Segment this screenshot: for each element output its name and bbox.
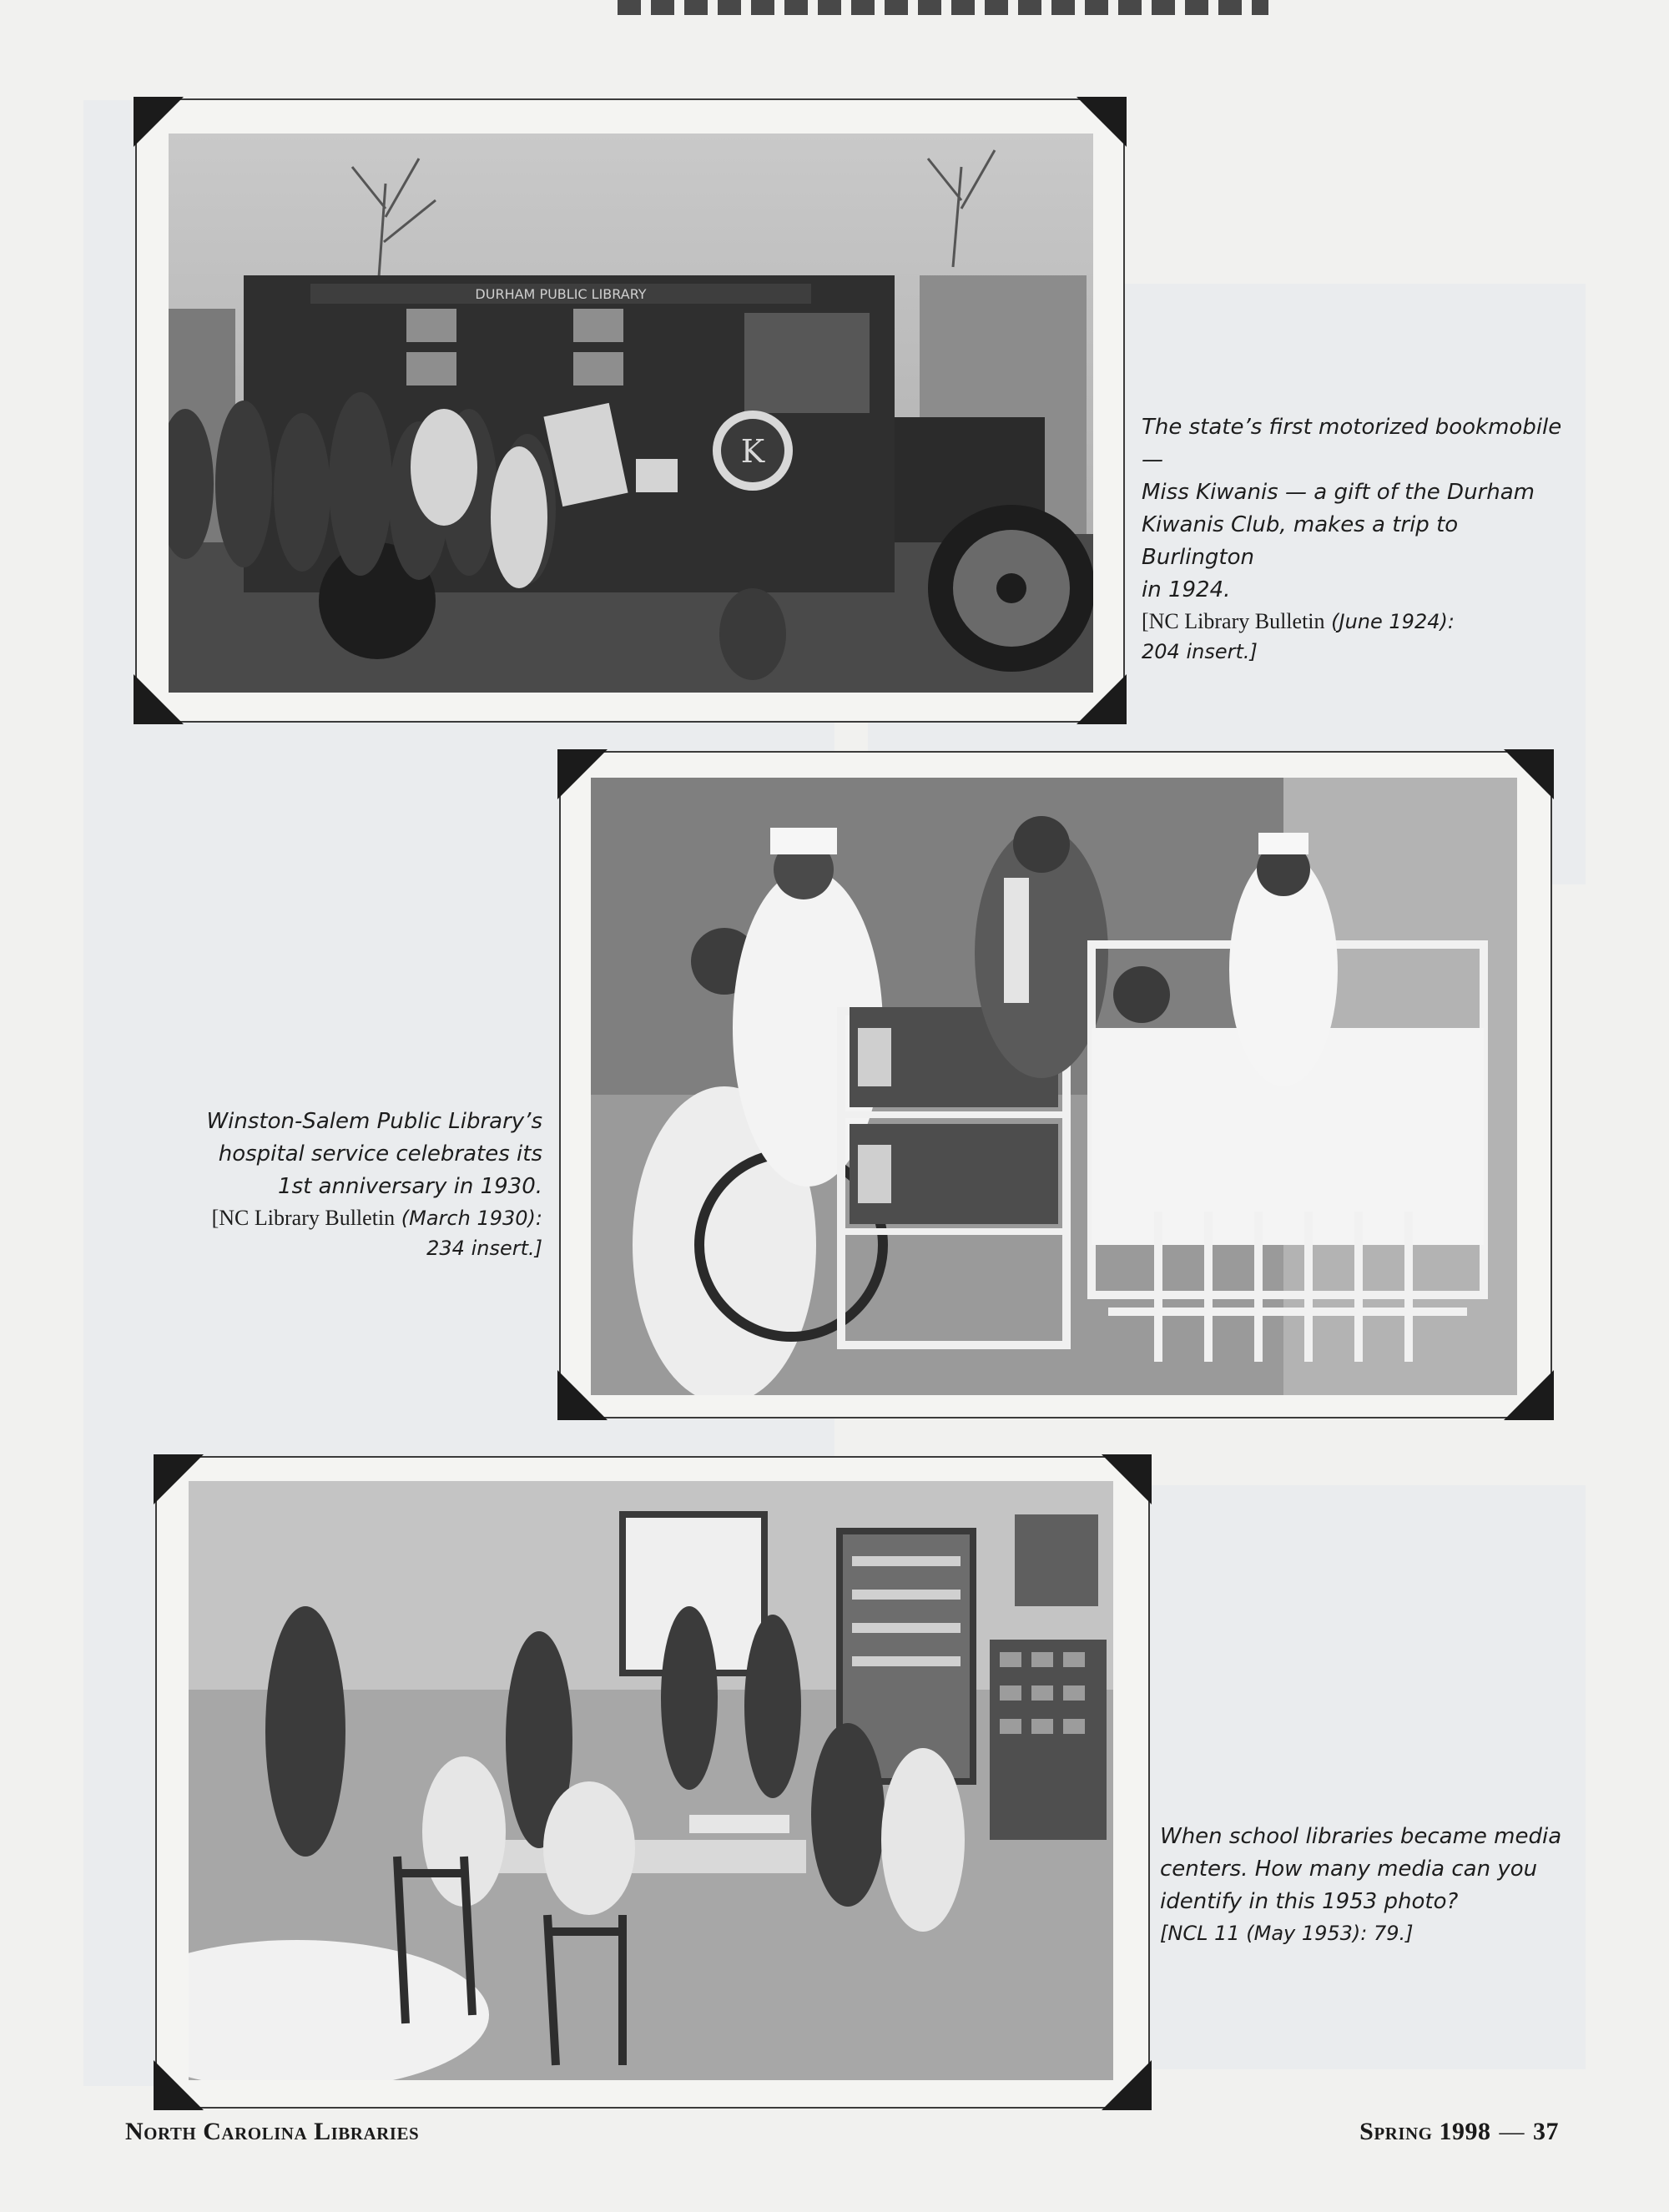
caption-line: Miss Kiwanis — a gift of the Durham bbox=[1142, 480, 1535, 505]
citation-source: [NC Library Bulletin bbox=[1142, 609, 1325, 633]
photo-frame-bookmobile bbox=[135, 98, 1125, 723]
photo-corner-top-left bbox=[154, 1454, 204, 1504]
top-bleed-text bbox=[618, 0, 1268, 15]
school-library-photo bbox=[189, 1481, 1113, 2080]
photo-corner-top-right bbox=[1102, 1454, 1152, 1504]
footer-dash: — bbox=[1499, 2118, 1525, 2145]
photo-corner-bottom-right bbox=[1077, 674, 1127, 724]
caption-line: Winston-Salem Public Library’s bbox=[206, 1109, 542, 1134]
issue-label: Spring 1998 bbox=[1359, 2118, 1491, 2145]
caption-line: When school libraries became media bbox=[1160, 1824, 1562, 1849]
issue-and-page bbox=[1359, 2118, 1559, 2146]
caption-school-library bbox=[1160, 1821, 1594, 1948]
photo-corner-top-right bbox=[1077, 97, 1127, 147]
caption-hospital bbox=[142, 1106, 542, 1263]
photo-corner-bottom-right bbox=[1102, 2060, 1152, 2110]
page-number: 37 bbox=[1533, 2118, 1559, 2145]
caption-line: Kiwanis Club, makes a trip to Burlington bbox=[1142, 512, 1459, 570]
caption-bookmobile bbox=[1142, 411, 1576, 667]
citation-end: [NCL 11 (May 1953): 79.] bbox=[1160, 1922, 1414, 1945]
caption-citation bbox=[1142, 607, 1576, 637]
citation-end: 204 insert.] bbox=[1142, 640, 1258, 663]
photo-corner-top-left bbox=[134, 97, 184, 147]
photo-frame-hospital bbox=[559, 751, 1552, 1418]
photo-corner-top-left bbox=[557, 749, 608, 799]
photo-corner-bottom-left bbox=[134, 674, 184, 724]
caption-line: identify in this 1953 photo? bbox=[1160, 1889, 1459, 1914]
citation-source: [NC Library Bulletin bbox=[211, 1206, 396, 1230]
caption-line: 1st anniversary in 1930. bbox=[278, 1174, 542, 1199]
photo-corner-top-right bbox=[1504, 749, 1554, 799]
bookmobile-vehicle-sign: DURHAM PUBLIC LIBRARY bbox=[475, 286, 647, 302]
photo-corner-bottom-left bbox=[154, 2060, 204, 2110]
citation-detail: (March 1930): bbox=[401, 1207, 542, 1230]
citation-end: 234 insert.] bbox=[426, 1237, 542, 1260]
photo-corner-bottom-left bbox=[557, 1370, 608, 1420]
svg-text:K: K bbox=[740, 433, 765, 470]
journal-name: North Carolina Libraries bbox=[125, 2118, 420, 2145]
photo-corner-bottom-right bbox=[1504, 1370, 1554, 1420]
caption-line: hospital service celebrates its bbox=[218, 1141, 542, 1166]
bookmobile-photo bbox=[169, 134, 1093, 693]
caption-line: in 1924. bbox=[1142, 577, 1231, 602]
hospital-photo bbox=[591, 778, 1517, 1395]
citation-detail: (June 1924): bbox=[1331, 610, 1455, 633]
photo-frame-school-library bbox=[155, 1456, 1150, 2109]
caption-citation bbox=[142, 1203, 542, 1233]
caption-line: centers. How many media can you bbox=[1160, 1857, 1538, 1882]
caption-line: The state’s first motorized bookmobile — bbox=[1142, 415, 1562, 472]
